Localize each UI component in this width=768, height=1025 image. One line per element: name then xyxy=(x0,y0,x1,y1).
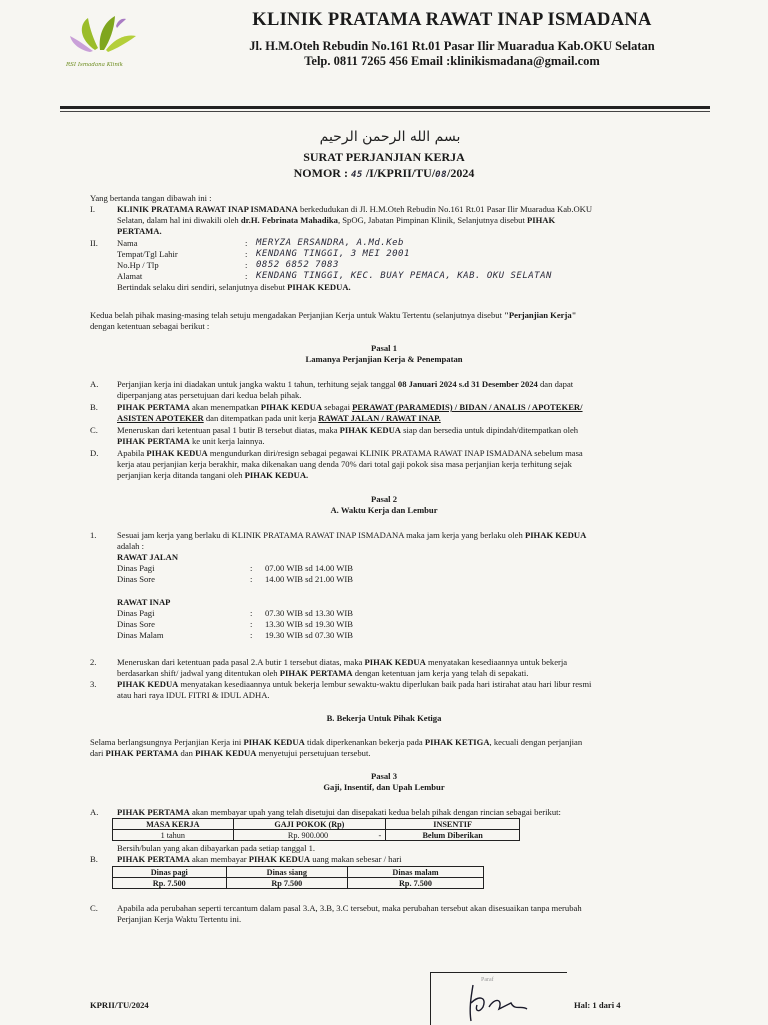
table-header-row xyxy=(113,819,520,830)
pasal1-b-line2: ASISTEN APOTEKER dan ditempatkan pada unit kerja RAWAT JALAN / RAWAT INAP. xyxy=(117,413,441,423)
document-title: SURAT PERJANJIAN KERJA xyxy=(303,150,465,164)
header-divider-thin xyxy=(60,111,710,112)
pasal2-item1-line2: adalah : xyxy=(117,541,144,551)
schedule-label: Dinas Pagi xyxy=(117,563,155,573)
rawat-jalan-title: RAWAT JALAN xyxy=(117,552,179,562)
pasal1-a-line2: diperpanjang atas persetujuan dari kedua belah pihak. xyxy=(117,390,302,400)
initial-box xyxy=(430,972,567,1025)
initial-caption: Paraf xyxy=(481,977,494,983)
schedule-colon: : xyxy=(250,574,253,584)
pasal1-a-num: A. xyxy=(90,379,99,389)
table-header: GAJI POKOK (Rp) xyxy=(233,819,386,830)
rawat-inap-title: RAWAT INAP xyxy=(117,597,171,607)
pasal2-item2-line1: Meneruskan dari ketentuan pada pasal 2.A butir 1 tersebut diatas, maka PIHAK KEDUA menyatakan kesediaannya untuk bekerja xyxy=(117,657,568,667)
schedule-value: 19.30 WIB sd 07.30 WIB xyxy=(265,630,354,640)
schedule-colon: : xyxy=(250,619,253,629)
field-value-ttl: KENDANG TINGGI, 3 MEI 2001 xyxy=(256,249,410,259)
pasal2-item3-line2: atau hari raya IDUL FITRI & IDUL ADHA. xyxy=(117,690,270,700)
table-cell: Rp 7.500 xyxy=(226,878,347,889)
schedule-label: Dinas Sore xyxy=(117,619,155,629)
table-cell: Belum Diberikan xyxy=(386,830,520,841)
agreement-line2: dengan ketentuan sebagai berikut : xyxy=(90,321,210,331)
pasal1-d-line2: kerja atau perjanjian kerja berakhir, maka dikenakan uang denda 70% dari total gaji pokok sisa masa perjanjian kerja terhitung sejak xyxy=(117,459,572,469)
pasal1-c-num: C. xyxy=(90,425,98,435)
schedule-value: 07.30 WIB sd 13.30 WIB xyxy=(265,608,354,618)
table-header: Dinas siang xyxy=(226,867,347,878)
field-colon: : xyxy=(245,271,248,281)
pasal3-b-line1: PIHAK PERTAMA akan membayar PIHAK KEDUA uang makan sebesar / hari xyxy=(117,854,402,864)
page-indicator: Hal: 1 dari 4 xyxy=(574,1000,621,1010)
agreement-line1: Kedua belah pihak masing-masing telah setuju mengadakan Perjanjian Kerja untuk Waktu Tertentu (selanjutnya disebut "Perjanjian Kerja" xyxy=(90,310,577,320)
header-divider xyxy=(60,106,710,109)
basmalah-calligraphy xyxy=(270,122,510,150)
party2-closing: Bertindak selaku diri sendiri, selanjutnya disebut PIHAK KEDUA. xyxy=(117,282,351,292)
pasal1-subtitle: Lamanya Perjanjian Kerja & Penempatan xyxy=(305,354,463,364)
clinic-logo xyxy=(60,10,170,72)
table-cell: Rp. 7.500 xyxy=(113,878,227,889)
table-cell: Rp. 7.500 xyxy=(348,878,484,889)
party1-line2: Selatan, dalam hal ini diwakili oleh dr.H. Febrinata Mahadika, SpOG, Jabatan Pimpinan Klinik, Selanjutnya disebut PIHAK xyxy=(117,215,556,225)
party1-line1: KLINIK PRATAMA RAWAT INAP ISMADANA berkedudukan di Jl. H.M.Oteh Rebudin No.161 Rt.01 Pasar Ilir Muaradua Kab.OKU xyxy=(117,204,593,214)
table-cell: Rp. 900.000 - xyxy=(233,830,386,841)
table-row xyxy=(113,878,484,889)
clinic-name: KLINIK PRATAMA RAWAT INAP ISMADANA xyxy=(252,10,652,30)
table-header: MASA KERJA xyxy=(113,819,234,830)
field-label-ttl: Tempat/Tgl Lahir xyxy=(117,249,178,259)
table-header: Dinas malam xyxy=(348,867,484,878)
clinic-address: Jl. H.M.Oteh Rebudin No.161 Rt.01 Pasar Ilir Muaradua Kab.OKU Selatan xyxy=(249,39,655,53)
field-label-alamat: Alamat xyxy=(117,271,143,281)
pasal2-item1-num: 1. xyxy=(90,530,97,540)
clinic-contact: Telp. 0811 7265 456 Email :klinikismadana@gmail.com xyxy=(304,54,600,68)
pasal2-item3-line1: PIHAK KEDUA menyatakan kesediaannya untuk bekerja lembur sewaktu-waktu diperlukan baik pada hari istirahat atau hari libur resmi xyxy=(117,679,592,689)
pasal2-item2-num: 2. xyxy=(90,657,97,667)
field-value-alamat: KENDANG TINGGI, KEC. BUAY PEMACA, KAB. OKU SELATAN xyxy=(256,271,552,281)
party1-line3: PERTAMA. xyxy=(117,226,162,236)
pasal2-item2-line2: berdasarkan shift/ jadwal yang ditentukan oleh PIHAK PERTAMA dengan ketentuan jam kerja yang telah di sepakati. xyxy=(117,668,529,678)
pasal1-title: Pasal 1 xyxy=(370,343,398,353)
table-header: Dinas pagi xyxy=(113,867,227,878)
document-number: NOMOR : 45 /I/KPRII/TU/08/2024 xyxy=(293,166,475,180)
field-label-hp: No.Hp / Tlp xyxy=(117,260,159,270)
pasal3-c-num: C. xyxy=(90,903,98,913)
pasal2-item1-line1: Sesuai jam kerja yang berlaku di KLINIK PRATAMA RAWAT INAP ISMADANA maka jam kerja yang berlaku oleh PIHAK KEDUA xyxy=(117,530,587,540)
initial-signature xyxy=(459,983,539,1023)
field-label-nama: Nama xyxy=(117,238,138,248)
pasal1-b-line1: PIHAK PERTAMA akan menempatkan PIHAK KEDUA sebagai PERAWAT (PARAMEDIS) / BIDAN / ANALIS / APOTEKER/ xyxy=(117,402,583,412)
meal-allowance-table xyxy=(112,866,484,889)
pasal2-b-title: B. Bekerja Untuk Pihak Ketiga xyxy=(326,713,442,723)
pasal3-c-line2: Perjanjian Kerja Waktu Tertentu ini. xyxy=(117,914,242,924)
table-header-row xyxy=(113,867,484,878)
schedule-label: Dinas Sore xyxy=(117,574,155,584)
pasal2-subtitle: A. Waktu Kerja dan Lembur xyxy=(330,505,438,515)
salary-table xyxy=(112,818,520,841)
pasal1-b-num: B. xyxy=(90,402,98,412)
schedule-colon: : xyxy=(250,608,253,618)
pasal1-a-line1: Perjanjian kerja ini diadakan untuk jangka waktu 1 tahun, terhitung sejak tanggal 08 Januari 2024 s.d 31 Desember 2024 dan dapat xyxy=(117,379,574,389)
pasal2-item3-num: 3. xyxy=(90,679,97,689)
schedule-value: 14.00 WIB sd 21.00 WIB xyxy=(265,574,354,584)
party1-number: I. xyxy=(90,204,96,214)
pasal3-b-num: B. xyxy=(90,854,98,864)
table-cell: 1 tahun xyxy=(113,830,234,841)
schedule-colon: : xyxy=(250,563,253,573)
pasal3-c-line1: Apabila ada perubahan seperti tercantum dalam pasal 3.A, 3.B, 3.C tersebut, maka perubahan tersebut akan disesuaikan tanpa merubah xyxy=(117,903,582,913)
pasal2-b-line1: Selama berlangsungnya Perjanjian Kerja ini PIHAK KEDUA tidak diperkenankan bekerja pada PIHAK KETIGA, kecuali dengan perjanjian xyxy=(90,737,583,747)
field-colon: : xyxy=(245,260,248,270)
pasal3-title: Pasal 3 xyxy=(370,771,398,781)
schedule-label: Dinas Pagi xyxy=(117,608,155,618)
schedule-colon: : xyxy=(250,630,253,640)
table-header: INSENTIF xyxy=(386,819,520,830)
party2-number: II. xyxy=(90,238,98,248)
pasal1-d-line3: perjanjian kerja ditanda tangani oleh PIHAK KEDUA. xyxy=(117,470,309,480)
footer-code: KPRII/TU/2024 xyxy=(90,1000,149,1010)
schedule-value: 07.00 WIB sd 14.00 WIB xyxy=(265,563,354,573)
intro-text: Yang bertanda tangan dibawah ini : xyxy=(90,193,212,203)
pasal1-d-num: D. xyxy=(90,448,99,458)
pasal1-c-line1: Meneruskan dari ketentuan pasal 1 butir B tersebut diatas, maka PIHAK KEDUA siap dan bersedia untuk dipindah/ditempatkan oleh xyxy=(117,425,579,435)
pasal2-title: Pasal 2 xyxy=(370,494,398,504)
table-row xyxy=(113,830,520,841)
pasal3-a-line1: PIHAK PERTAMA akan membayar upah yang telah disetujui dan disepakati kedua belah pihak dengan rincian sebagai berikut: xyxy=(117,807,561,817)
field-colon: : xyxy=(245,238,248,248)
basmalah-text: بسم الله الرحمن الرحيم xyxy=(319,129,461,145)
pasal3-subtitle: Gaji, Insentif, dan Upah Lembur xyxy=(323,782,445,792)
pasal3-a-num: A. xyxy=(90,807,99,817)
field-colon: : xyxy=(245,249,248,259)
schedule-value: 13.30 WIB sd 19.30 WIB xyxy=(265,619,354,629)
pasal1-c-line2: PIHAK PERTAMA ke unit kerja lainnya. xyxy=(117,436,265,446)
field-value-hp: 0852 6852 7083 xyxy=(256,260,339,270)
pasal1-d-line1: Apabila PIHAK KEDUA mengundurkan diri/resign sebagai pegawai KLINIK PRATAMA RAWAT INAP ISMADANA sebelum masa xyxy=(117,448,583,458)
pasal3-a-note: Bersih/bulan yang akan dibayarkan pada setiap tanggal 1. xyxy=(117,843,316,853)
schedule-label: Dinas Malam xyxy=(117,630,164,640)
logo-caption: RSI Ismadana Klinik xyxy=(66,62,123,68)
field-value-nama: MERYZA ERSANDRA, A.Md.Keb xyxy=(256,238,404,248)
pasal2-b-line2: dari PIHAK PERTAMA dan PIHAK KEDUA menyetujui persetujuan tersebut. xyxy=(90,748,371,758)
